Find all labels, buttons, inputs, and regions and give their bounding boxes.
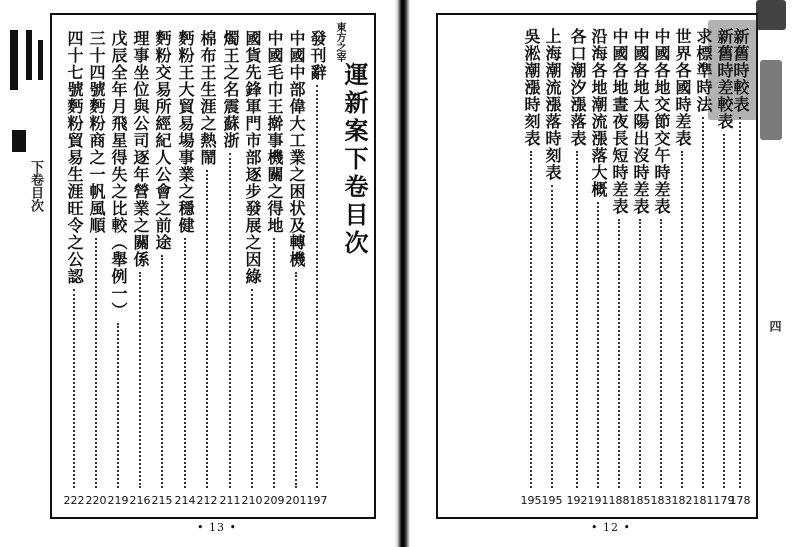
- toc-leader-dots: [576, 151, 578, 488]
- toc-entry: [86, 30, 106, 234]
- toc-page-number: 211: [219, 494, 241, 507]
- toc-entry: [286, 30, 306, 268]
- toc-entry: [542, 28, 562, 181]
- left-page-number: • 13 •: [197, 521, 237, 534]
- toc-leader-dots: [184, 238, 186, 488]
- page-title: 運新案下卷目次: [340, 62, 369, 258]
- toc-page-number: 182: [671, 494, 693, 507]
- toc-entry-title: 燭王之名震蘇浙: [221, 30, 240, 149]
- toc-leader-dots: [551, 185, 553, 488]
- toc-leader-dots: [117, 323, 119, 488]
- toc-leader-dots: [530, 151, 532, 488]
- toc-leader-dots: [273, 238, 275, 488]
- toc-entry: [630, 28, 650, 215]
- toc-leader-dots: [702, 117, 704, 488]
- toc-entry-title: 理事坐位與公司逐年營業之關係: [131, 30, 150, 268]
- toc-entry-title: 中國各地太陽出沒時差表: [631, 28, 650, 215]
- toc-leader-dots: [660, 219, 662, 488]
- toc-entry-title: 吳淞潮漲時刻表: [522, 28, 541, 147]
- toc-entry-title: 中國各地交節交午時差表: [652, 28, 671, 215]
- toc-entry-title: 中國中部偉大工業之困状及轉機: [287, 30, 306, 268]
- toc-entry: [588, 28, 608, 198]
- toc-entry: [672, 28, 692, 147]
- toc-entry-title: 發刊辭: [308, 30, 327, 81]
- toc-page-number: 191: [587, 494, 609, 507]
- toc-leader-dots: [739, 117, 741, 488]
- toc-leader-dots: [618, 219, 620, 488]
- toc-page-number: 195: [541, 494, 563, 507]
- left-bleed-text: 下卷目次: [28, 160, 43, 212]
- toc-entry: [220, 30, 240, 149]
- toc-page-number: 185: [629, 494, 651, 507]
- toc-page-number: 216: [129, 494, 151, 507]
- toc-entry: [108, 30, 128, 319]
- toc-entry-title: 各口潮汐漲落表: [568, 28, 587, 147]
- toc-leader-dots: [95, 238, 97, 488]
- toc-entry-title: 中國毛巾王擀事機關之得地: [265, 30, 284, 234]
- toc-page-number: 215: [151, 494, 173, 507]
- toc-leader-dots: [639, 219, 641, 488]
- toc-leader-dots: [295, 272, 297, 488]
- toc-entry-title: 新舊時較表: [731, 28, 750, 113]
- toc-entry-title: 麪粉王大貿易場事業之穩健: [176, 30, 195, 234]
- toc-entry-title: 世界各國時差表: [673, 28, 692, 147]
- toc-entry-title: 新舊時差較表: [715, 28, 734, 130]
- toc-entry-title: 戊辰全年月飛星得失之比較（舉例一）: [109, 30, 128, 319]
- toc-leader-dots: [316, 85, 318, 488]
- toc-entry-title: 沿海各地潮流漲落大概: [589, 28, 608, 198]
- toc-entry-title: 求標準時法: [694, 28, 713, 113]
- toc-page-number: 192: [566, 494, 588, 507]
- left-page: [0, 0, 395, 547]
- toc-entry: [264, 30, 284, 234]
- right-edge-bleed: [761, 0, 793, 547]
- toc-entry: [567, 28, 587, 147]
- toc-entry: [175, 30, 195, 234]
- toc-leader-dots: [251, 289, 253, 488]
- toc-page-number: 209: [263, 494, 285, 507]
- toc-leader-dots: [723, 134, 725, 488]
- toc-entry: [130, 30, 150, 268]
- toc-page-number: 219: [107, 494, 129, 507]
- toc-page-number: 201: [285, 494, 307, 507]
- toc-leader-dots: [206, 170, 208, 488]
- toc-leader-dots: [229, 153, 231, 488]
- toc-entry: [197, 30, 217, 166]
- toc-leader-dots: [681, 151, 683, 488]
- right-page-number: • 12 •: [591, 521, 631, 534]
- heading-small: 東方之宰: [334, 22, 345, 62]
- toc-page-number: 210: [241, 494, 263, 507]
- toc-page-number: 212: [196, 494, 218, 507]
- toc-entry: [152, 30, 172, 251]
- toc-page-number: 195: [520, 494, 542, 507]
- toc-page-number: 178: [729, 494, 751, 507]
- toc-leader-dots: [139, 272, 141, 488]
- toc-entry-title: 上海潮流漲落時刻表: [543, 28, 562, 181]
- right-page: [408, 0, 793, 547]
- toc-entry: [242, 30, 262, 285]
- toc-page-number: 222: [63, 494, 85, 507]
- toc-entry: [609, 28, 629, 215]
- toc-page-number: 181: [692, 494, 714, 507]
- toc-entry-title: 棉布王生涯之熱鬧: [198, 30, 217, 166]
- toc-leader-dots: [73, 289, 75, 488]
- toc-entry: [521, 28, 541, 147]
- toc-entry-title: 麪粉交易所經紀人公會之前途: [153, 30, 172, 251]
- toc-entry-title: 三十四號麪粉商之一帆風順: [87, 30, 106, 234]
- toc-entry: [307, 30, 327, 81]
- right-bleed-text: 四: [768, 320, 782, 332]
- left-edge-bleed: [4, 30, 44, 250]
- toc-page-number: 197: [306, 494, 328, 507]
- toc-entry-title: 四十七號麪粉貿易生涯旺令之公認: [65, 30, 84, 285]
- toc-leader-dots: [161, 255, 163, 488]
- toc-page-number: 214: [174, 494, 196, 507]
- toc-page-number: 188: [608, 494, 630, 507]
- toc-page-number: 179: [713, 494, 735, 507]
- toc-entry: [651, 28, 671, 215]
- toc-leader-dots: [597, 202, 599, 488]
- toc-page-number: 220: [85, 494, 107, 507]
- toc-entry-title: 中國各地晝夜長短時差表: [610, 28, 629, 215]
- toc-entry: [64, 30, 84, 285]
- toc-entry-title: 國貨先鋒軍門市部逐步發展之因綠: [243, 30, 262, 285]
- toc-page-number: 183: [650, 494, 672, 507]
